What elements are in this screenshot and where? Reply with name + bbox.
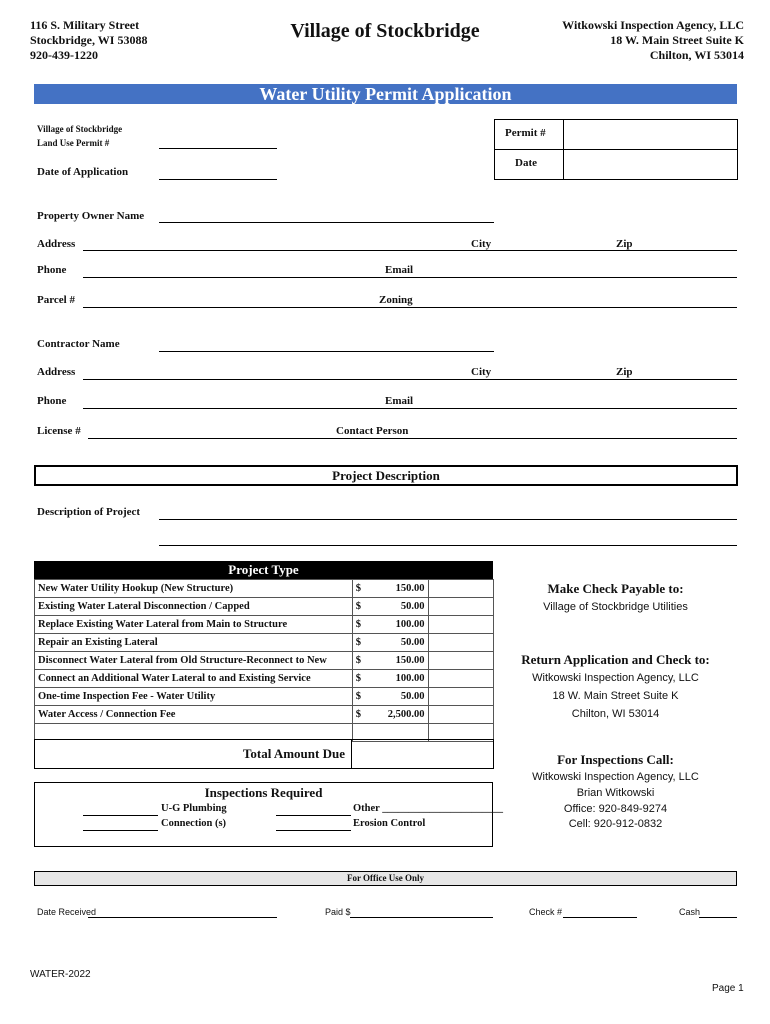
paid-field[interactable] [350, 917, 493, 918]
fee-amount: 2,500.00 [387, 709, 425, 720]
connections-label: Connection (s) [161, 818, 227, 829]
project-description-heading: Project Description [34, 465, 738, 486]
address-line: 18 W. Main Street Suite K [610, 33, 744, 47]
inspections-call-line: Office: 920-849-9274 [563, 803, 668, 815]
contractor-address-label: Address [37, 366, 76, 378]
owner-address-field[interactable] [83, 250, 737, 251]
table-row[interactable] [35, 706, 494, 724]
project-type-fee [352, 580, 428, 598]
description-field-line-1[interactable] [159, 519, 737, 520]
project-type-check-cell[interactable] [428, 634, 494, 652]
address-line: Chilton, WI 53014 [649, 48, 744, 62]
total-amount-field[interactable] [351, 739, 494, 769]
contractor-zip-label: Zip [616, 366, 633, 378]
owner-name-label: Property Owner Name [37, 210, 145, 222]
inspections-call-line: Brian Witkowski [576, 787, 655, 799]
currency-symbol: $ [355, 673, 362, 684]
table-row[interactable] [35, 670, 494, 688]
address-line: Witkowski Inspection Agency, LLC [562, 18, 744, 32]
project-type-fee [352, 598, 428, 616]
page-title: Village of Stockbridge [290, 20, 480, 42]
project-type-desc: Disconnect Water Lateral from Old Structure-Reconnect to New [35, 652, 353, 670]
contact-person-label: Contact Person [336, 425, 409, 437]
inspections-call-heading: For Inspections Call: [557, 752, 674, 767]
total-label-cell [34, 739, 352, 769]
contractor-address-field[interactable] [83, 379, 737, 380]
contractor-name-field[interactable] [159, 351, 494, 352]
permit-no-label: Permit # [505, 127, 546, 139]
land-use-label-2: Land Use Permit # [37, 138, 110, 148]
erosion-control-label: Erosion Control [353, 818, 426, 829]
project-type-fee [352, 670, 428, 688]
office-use-heading: For Office Use Only [34, 871, 737, 886]
table-row[interactable] [35, 634, 494, 652]
inspections-call-line: Cell: 920-912-0832 [568, 818, 663, 830]
paid-label: Paid $ [325, 907, 351, 917]
page-number: Page 1 [712, 983, 744, 994]
date-of-application-label: Date of Application [37, 166, 129, 178]
date-received-field[interactable] [88, 917, 277, 918]
address-line: Stockbridge, WI 53088 [30, 33, 148, 47]
other-field[interactable] [276, 815, 351, 816]
currency-symbol: $ [355, 709, 362, 720]
owner-phone-email-field[interactable] [83, 277, 737, 278]
ug-plumbing-field[interactable] [83, 815, 158, 816]
date-of-application-field[interactable] [159, 179, 277, 180]
form-code: WATER-2022 [30, 969, 91, 980]
connections-field[interactable] [83, 830, 158, 831]
table-row[interactable] [35, 580, 494, 598]
description-field-line-2[interactable] [159, 545, 737, 546]
owner-city-label: City [471, 238, 492, 250]
project-type-check-cell[interactable] [428, 598, 494, 616]
ug-plumbing-label: U-G Plumbing [161, 803, 227, 814]
erosion-control-field[interactable] [276, 830, 351, 831]
project-type-check-cell[interactable] [428, 670, 494, 688]
fee-amount: 50.00 [400, 601, 425, 612]
owner-email-label: Email [385, 264, 414, 276]
project-type-check-cell[interactable] [428, 580, 494, 598]
contractor-phone-label: Phone [37, 395, 67, 407]
currency-symbol: $ [355, 619, 362, 630]
fee-amount: 50.00 [400, 691, 425, 702]
total-amount-label: Total Amount Due [242, 746, 345, 761]
project-type-check-cell[interactable] [428, 616, 494, 634]
date-label: Date [515, 157, 537, 169]
cash-field[interactable] [699, 917, 737, 918]
return-line: Chilton, WI 53014 [571, 708, 660, 720]
payable-heading: Make Check Payable to: [547, 581, 684, 596]
date-label-cell [494, 149, 564, 180]
currency-symbol: $ [355, 691, 362, 702]
table-row[interactable] [35, 598, 494, 616]
currency-symbol: $ [355, 601, 362, 612]
fee-amount: 100.00 [395, 673, 425, 684]
license-contact-field[interactable] [88, 438, 737, 439]
return-line: 18 W. Main Street Suite K [552, 690, 679, 702]
agency-address-right [562, 18, 744, 63]
inspections-call-line: Witkowski Inspection Agency, LLC [532, 771, 699, 783]
project-type-fee [352, 616, 428, 634]
contractor-name-label: Contractor Name [37, 338, 120, 350]
permit-no-field[interactable] [563, 119, 738, 150]
form-banner: Water Utility Permit Application [34, 84, 737, 104]
payable-to: Village of Stockbridge Utilities [543, 601, 688, 613]
project-type-check-cell[interactable] [428, 706, 494, 724]
contractor-email-label: Email [385, 395, 414, 407]
project-type-table [34, 579, 494, 742]
return-heading: Return Application and Check to: [521, 652, 710, 667]
project-type-desc: Water Access / Connection Fee [35, 706, 353, 724]
currency-symbol: $ [355, 655, 362, 666]
project-type-fee [352, 652, 428, 670]
project-type-fee [352, 688, 428, 706]
parcel-label: Parcel # [37, 294, 75, 306]
project-type-desc: Repair an Existing Lateral [35, 634, 353, 652]
address-line: 116 S. Military Street [30, 18, 140, 32]
cash-label: Cash [679, 907, 701, 917]
inspections-heading: Inspections Required [204, 785, 323, 800]
currency-symbol: $ [355, 583, 362, 594]
project-type-check-cell[interactable] [428, 652, 494, 670]
date-field[interactable] [563, 149, 738, 180]
date-received-label: Date Received [37, 907, 97, 917]
project-type-desc: Replace Existing Water Lateral from Main to Structure [35, 616, 353, 634]
project-type-fee [352, 634, 428, 652]
return-line: Witkowski Inspection Agency, LLC [532, 672, 699, 684]
project-type-desc: One-time Inspection Fee - Water Utility [35, 688, 353, 706]
check-no-label: Check # [529, 907, 563, 917]
owner-address-label: Address [37, 238, 76, 250]
fee-amount: 150.00 [395, 655, 425, 666]
owner-zip-label: Zip [616, 238, 633, 250]
permit-no-label-cell [494, 119, 564, 150]
parcel-zoning-field[interactable] [83, 307, 737, 308]
table-row[interactable] [35, 688, 494, 706]
fee-amount: 100.00 [395, 619, 425, 630]
land-use-label-1: Village of Stockbridge [37, 124, 123, 134]
land-use-permit-field[interactable] [159, 148, 277, 149]
zoning-label: Zoning [379, 294, 413, 306]
project-type-heading: Project Type [34, 561, 493, 579]
phone-line: 920-439-1220 [30, 48, 98, 62]
project-type-fee [352, 706, 428, 724]
table-row[interactable] [35, 652, 494, 670]
other-label: Other _______________________ [353, 803, 504, 814]
owner-phone-label: Phone [37, 264, 67, 276]
currency-symbol: $ [355, 637, 362, 648]
project-type-desc: Existing Water Lateral Disconnection / Capped [35, 598, 353, 616]
license-label: License # [37, 425, 81, 437]
description-label: Description of Project [37, 506, 141, 518]
fee-amount: 50.00 [400, 637, 425, 648]
project-type-check-cell[interactable] [428, 688, 494, 706]
contractor-phone-email-field[interactable] [83, 408, 737, 409]
contractor-city-label: City [471, 366, 492, 378]
check-no-field[interactable] [563, 917, 637, 918]
project-type-desc: Connect an Additional Water Lateral to and Existing Service [35, 670, 353, 688]
owner-name-field[interactable] [159, 222, 494, 223]
project-type-desc: New Water Utility Hookup (New Structure) [35, 580, 353, 598]
table-row[interactable] [35, 616, 494, 634]
fee-amount: 150.00 [395, 583, 425, 594]
